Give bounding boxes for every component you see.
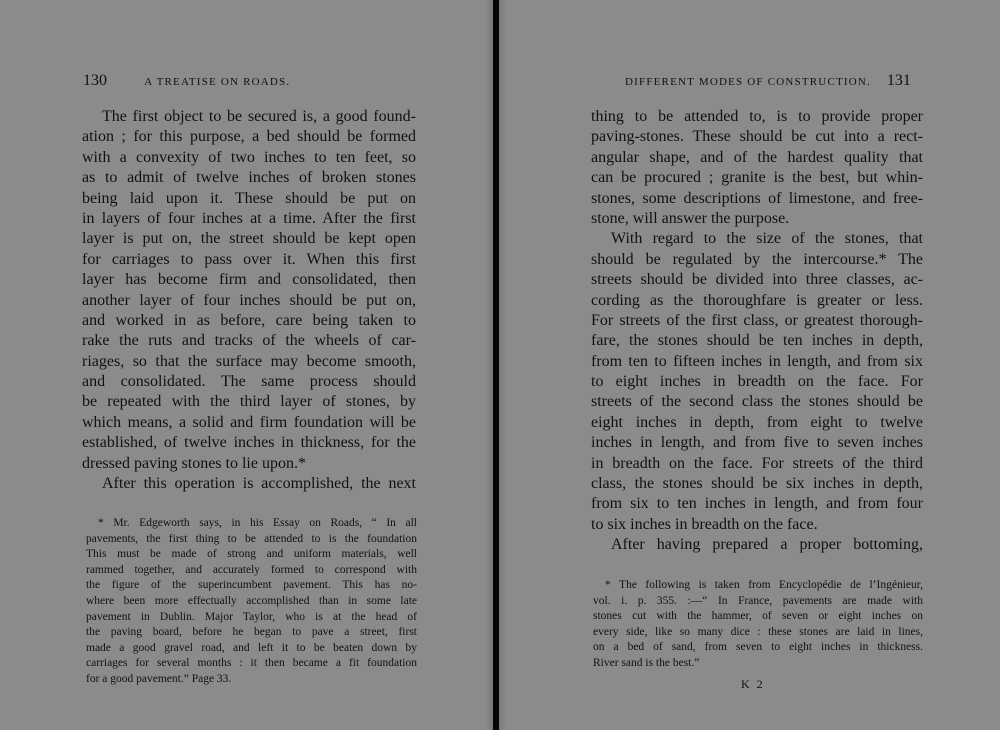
- text-line: The first object to be secured is, a good found-: [102, 108, 416, 125]
- text-line: stone, will answer the purpose.: [591, 209, 790, 227]
- text-line: to six inches in breadth on the face.: [591, 515, 818, 533]
- footnote-line: River sand is the best.”: [593, 656, 700, 669]
- text-line: should be regulated by the intercourse.* The: [591, 250, 923, 268]
- text-line: streets should be divided into three classes, ac-: [591, 271, 923, 289]
- footnote-line: This must be made of strong and uniform materials, well: [86, 548, 417, 561]
- text-line: For streets of the first class, or greatest thorough-: [591, 311, 923, 329]
- text-line: with a convexity of two inches to ten feet, so: [82, 148, 416, 166]
- left-footnote: [86, 516, 417, 688]
- footnote-line: stones cut with the hammer, of seven or eight inches on: [593, 610, 923, 623]
- footnote-line: every side, like so many dice : these stones are laid in lines,: [593, 625, 923, 638]
- text-line: With regard to the size of the stones, that: [611, 230, 923, 248]
- text-line: angular shape, and of the hardest quality that: [591, 148, 923, 166]
- right-footnote: [593, 578, 923, 672]
- right-page: [500, 0, 1000, 730]
- footnote-line: pavements, the first thing to be attended to is the foundation: [86, 532, 417, 545]
- right-body-text: [591, 107, 923, 556]
- text-line: and worked in as before, care being taken to: [82, 311, 416, 329]
- text-line: from ten to fifteen inches in length, and from six: [591, 352, 923, 370]
- text-line: After having prepared a proper bottoming,: [611, 536, 923, 554]
- footnote-line: made a good gravel road, and left it to be beaten down by: [86, 641, 417, 654]
- right-header: [625, 72, 911, 90]
- text-line: thing to be attended to, is to provide proper: [591, 108, 923, 125]
- text-line: stones, some descriptions of limestone, and free-: [591, 189, 923, 207]
- text-line: rake the ruts and tracks of the wheels of car-: [82, 332, 416, 350]
- left-running-head: A TREATISE ON ROADS.: [144, 76, 291, 88]
- text-line: can be procured ; granite is the best, but whin-: [591, 169, 923, 187]
- text-line: being laid upon it. These should be put on: [82, 189, 416, 207]
- footnote-line: on a bed of sand, from seven to eight inches in thickness.: [593, 641, 923, 654]
- text-line: from six to ten inches in length, and from four: [591, 495, 923, 513]
- text-line: After this operation is accomplished, the next: [102, 475, 416, 493]
- footnote-line: where been more effectually accomplished than in some late: [86, 594, 417, 607]
- text-line: in breadth on the face. For streets of the third: [591, 454, 923, 472]
- text-line: established, of twelve inches in thickness, for the: [82, 434, 416, 452]
- signature-mark: K 2: [741, 677, 765, 691]
- right-running-head: DIFFERENT MODES OF CONSTRUCTION.: [625, 76, 871, 88]
- left-page-number: 130: [83, 72, 107, 89]
- text-line: another layer of four inches should be put on,: [82, 291, 416, 309]
- footnote-line: carriages for several months : it then became a fit foundation: [86, 657, 417, 670]
- text-line: paving-stones. These should be cut into a rect-: [591, 128, 923, 146]
- text-line: be repeated with the third layer of stones, by: [82, 393, 416, 411]
- text-line: fare, the stones should be ten inches in depth,: [591, 332, 923, 350]
- text-line: streets of the second class the stones should be: [591, 393, 923, 411]
- footnote-line: for a good pavement.” Page 33.: [86, 672, 232, 685]
- text-line: which means, a solid and firm foundation will be: [82, 413, 416, 431]
- text-line: layer is put on, the street should be kept open: [82, 230, 416, 248]
- text-line: dressed paving stones to lie upon.*: [82, 454, 306, 472]
- text-line: ation ; for this purpose, a bed should be formed: [82, 128, 416, 146]
- right-page-number: 131: [886, 72, 911, 89]
- footnote-line: * Mr. Edgeworth says, in his Essay on Roads, “ In all: [98, 517, 417, 529]
- left-page: [0, 0, 490, 730]
- left-body-text: [82, 107, 416, 494]
- text-line: inches in length, and from five to seven inches: [591, 434, 923, 452]
- footnote-line: * The following is taken from Encyclopédie de l’Ingénieur,: [605, 579, 923, 591]
- text-line: riages, so that the surface may become smooth,: [82, 352, 416, 370]
- text-line: for carriages to pass over it. When this first: [82, 250, 416, 268]
- footnote-line: vol. i. p. 355. :—“ In France, pavements are made with: [593, 594, 923, 607]
- text-line: layer has become firm and consolidated, then: [82, 271, 416, 289]
- footnote-line: rammed together, and accurately formed to correspond with: [86, 563, 417, 576]
- text-line: to eight inches in breadth on the face. For: [591, 373, 923, 391]
- left-header: [83, 72, 290, 90]
- book-gutter: [493, 0, 499, 730]
- text-line: in layers of four inches at a time. After the first: [82, 209, 416, 227]
- text-line: as to admit of twelve inches of broken stones: [82, 169, 416, 187]
- text-line: and consolidated. The same process should: [82, 373, 416, 391]
- text-line: class, the stones should be six inches in depth,: [591, 475, 923, 493]
- text-line: eight inches in depth, from eight to twelve: [591, 413, 923, 431]
- text-line: cording as the thoroughfare is greater or less.: [591, 291, 923, 309]
- footnote-line: the paving board, before he began to pave a street, first: [86, 626, 417, 639]
- footnote-line: pavement in Dublin. Major Taylor, who is at the head of: [86, 610, 417, 623]
- footnote-line: the figure of the superincumbent pavement. This has no-: [86, 579, 417, 592]
